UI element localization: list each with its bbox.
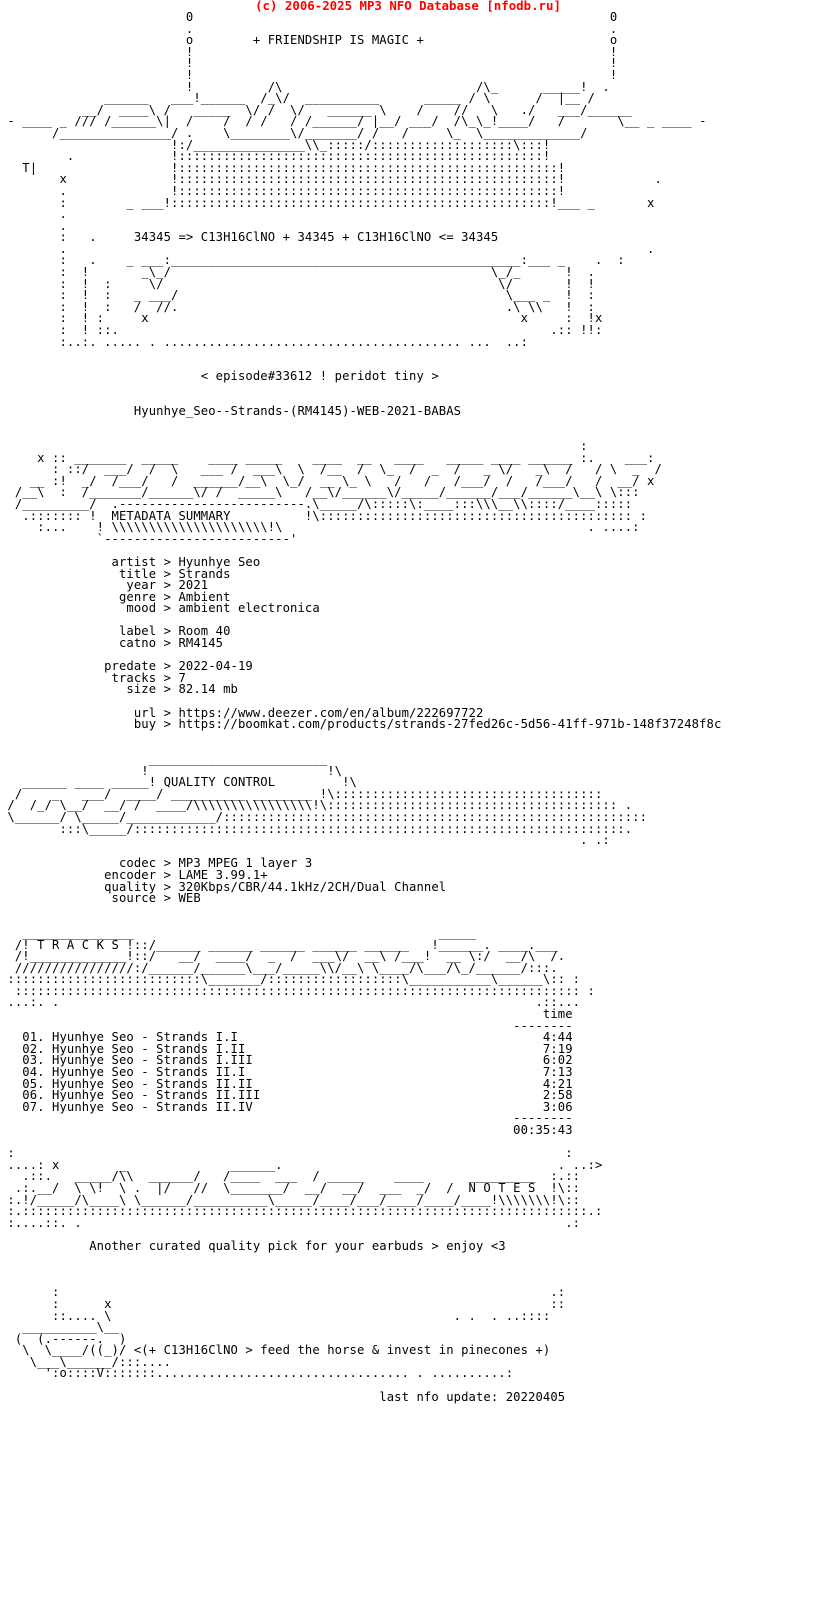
nfo-document: 0 0 . . o + FRIENDSHIP IS MAGIC + o ! ! ! ! ! ! ! /\ /\_ _____! . ______ ___!______ /_\/ __________ _____ / \ / |__ / __/ ____\ / _____ \/ / \/ ______ \ / // \ ./ ___/______ - ____ _ /// /______\| / / / / / /______/ |__/ ___/ /\_\_!____/ / \__ _ ____ - /_______________/ . \________\/_______/ / / \_ \_____________/ !:/_______________\\_:::::/:::::::::::::::::::\:::! . !:::::::::::::::::::::::::::::::::::::::::::::::::! T| !:::::::::::::::::::::::::::::::::::::::::::::::::::! x !:::::::::::::::::::::::::::::::::::::::::::::::::::! . . !:::::::::::::::::::::::::::::::::::::::::::::::::::! : _ ___!:::::::::::::::::::::::::::::::::::::::::::::::::::!___ _ x . . : . 34345 => C13H16ClNO + 34345 + C13H16ClNO <= 34345 . . : . _ ___:_______________________________________________:___ _ . : : ! _\_/ \_/_ ! . : ! : \/ \/ ! ! : ! : _ ___/ \___ _ ! : : ! : / //. .\ \\ ! : : ! : x x : !x : ! ::. .:: !!: :..:. ..... . ........................................ ... ..: < episode#33612 ! peridot tiny > Hyunhye_Seo--Strands-(RM4145)-WEB-2021-BABAS : x :: _______ _____ ____ _____ ____ __ ____ _____ ____ ______ :. ___: : ::/ ___/ / \ ___ / ___\ \ /__ / \_ / _ / _ \/ _\ / / \ _ / __ :! _/ /___/ / ______/__\ \_/ __ \_ \ / / /___/ / /___/ / __/ x /__\ : /_______/______\/ / _____\ /__\/______\/_____/______/___/______\__\ \::: /_________/ .-------------------------.\_____/\:::::\:____:::\\\__\\::::/____::::: .::::::: ! METADATA SUMMARY !\:::::::::::::::::::::::::::::::::::::::::: : :... ! \\\\\\\\\\\\\\\\\\\\\!\ . ....: `-------------------------' artist > Hyunhye Seo title > Strands year > 2021 genre > Ambient mood > ambient electronica label > Room 40 catno > RM4145 predate > 2022-04-19 tracks > 7 size > 82.14 mb url > https://www.deezer.com/en/album/222697722 buy > https://boomkat.com/products/strands-27fed26c-5d56-41ff-971b-148f37248f8c ________________________ ! !\ ______ ____ _____! QUALITY CONTROL !\ / _ ___/ ____/ __________ ________ !\:::::::::::::::::::::::::::::::::::: / /_/ \__/ __/ / ____/\\\\\\\\\\\\\\\\!\::::::::::::::::::::::::::::::::::::::: . \______/ \_____/____________/::::::::::::::::::::::::::::::::::::::::::::::::::::::::: :::\_____/::::::::::::::::::::::::::::::::::::::::::::::::::::::::::::::::::. . .: codec > MP3 MPEG 1 layer 3 encoder > LAME 3.99.1+ quality > 320Kbps/CBR/44.1kHz/2CH/Dual Channel source > WEB _______________ _____ /! T R A C K S !::/______ ______ ______ ______ ______ !______. ____.___ /!_____________!::/ __/ ____/ _ / ___\/ __\ /___! __ \:/ __/\ /. ////////////////:/______/______\___/_____\\/__\ \____/\___/\_/______/:::. ::::::::::::::::::::::::::\_______/::::::::::::::::::\___________\______\:: : :::::::::::::::::::::::::::::::::::::::::::::::::::::::::::::::::::::::::::: : ...:. . .::... time -------- 01. Hyunhye Seo - Strands I.I 4:44 02. Hyunhye Seo - Strands I.II 7:19 03. Hyunhye Seo - Strands I.III 6:02 04. Hyunhye Seo - Strands II.I 7:13 05. Hyunhye Seo - Strands II.II 4:21 06. Hyunhye Seo - Strands II.III 2:58 07. Hyunhye Seo - Strands II.IV 3:06 -------- 00:35:43 : : ....: x _ ______. . ..:> .::. _____/\\ ______/ /____ ___ / _____ ____ _________ :.:: .:.__/ \ \! \ . |/ // \_______/ __/ __/ ___ _/ / N O T E S !\:: :.!/_____/\____\ \______/__________\_____/____/___/____/____/____!\\\\\\\!\:: :.::::::::::::::::::::::::::::::::::::::::::::::::::::::::::::::::::::::::::::.: :....::. . .: Another curated quality pick for your earbuds > enjoy <3 : .: : x :: ::.... \ . . . ..:::: __________\__ ( (.------. ) \ \____/((_)/ <(+ C13H16ClNO > feed the horse & invest in pinecones +) \___\______/:::.... ':o::::V:::::::.................................. . ..........: last nfo update: 20220405 xyxy=(7,10,722,1404)
site-header: (c) 2006-2025 MP3 NFO Database [nfodb.ru] xyxy=(255,0,561,13)
